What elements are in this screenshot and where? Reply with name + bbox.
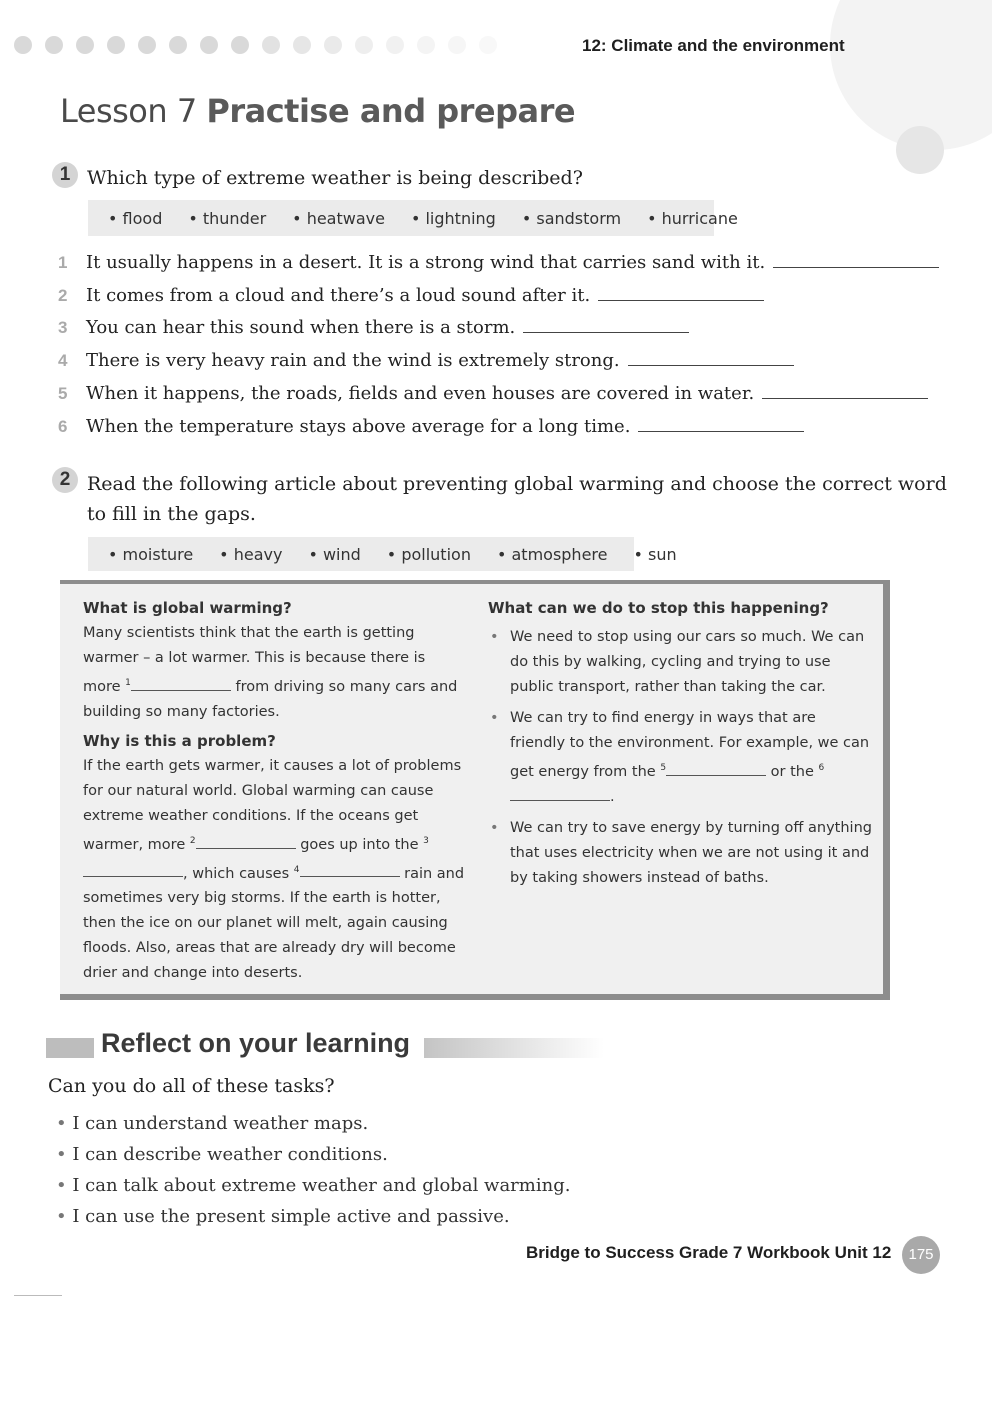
item-number: 1 xyxy=(58,253,68,272)
dot xyxy=(14,36,32,54)
task-item: • I can understand weather maps. xyxy=(56,1110,570,1141)
task-item: • I can talk about extreme weather and global warming. xyxy=(56,1172,570,1203)
decorative-circle xyxy=(896,126,944,174)
reflect-question: Can you do all of these tasks? xyxy=(48,1075,335,1097)
task-item: • I can describe weather conditions. xyxy=(56,1141,570,1172)
question-number: 1 xyxy=(52,162,78,188)
gap-blank[interactable] xyxy=(510,800,610,801)
answer-blank[interactable] xyxy=(638,431,804,432)
unit-title: 12: Climate and the environment xyxy=(582,36,845,55)
heading-bar-left xyxy=(46,1038,94,1058)
word-option: • moisture xyxy=(108,545,193,564)
section-heading: What can we do to stop this happening? xyxy=(488,599,829,617)
dot xyxy=(448,36,466,54)
book-title: Bridge to Success Grade 7 Workbook Unit 12 xyxy=(526,1243,892,1262)
item-text: You can hear this sound when there is a storm. xyxy=(86,317,516,338)
word-option: • pollution xyxy=(387,545,471,564)
lesson-label: Lesson 7 xyxy=(60,92,197,130)
word-option: • heavy xyxy=(219,545,282,564)
word-option: • flood xyxy=(108,209,162,228)
header-dots xyxy=(14,36,497,54)
bullet-item: • We can try to find energy in ways that are friendly to the environment. For example, we can get energy from the $^5$ or the $^6$. xyxy=(488,706,873,810)
word-box xyxy=(88,200,738,236)
dot xyxy=(386,36,404,54)
item-number: 5 xyxy=(58,384,68,403)
dot xyxy=(293,36,311,54)
list-item xyxy=(58,252,939,273)
bullet-item: • We can try to save energy by turning off anything that uses electricity when we are not using it and by taking showers instead of baths. xyxy=(488,816,873,891)
dot xyxy=(138,36,156,54)
word-option: • atmosphere xyxy=(497,545,608,564)
dot xyxy=(324,36,342,54)
question-prompt: Read the following article about preventing global warming and choose the correct word xyxy=(87,473,947,495)
question-prompt: Which type of extreme weather is being described? xyxy=(87,167,583,189)
item-number: 3 xyxy=(58,318,68,337)
item-text: There is very heavy rain and the wind is extremely strong. xyxy=(86,350,620,371)
reflect-heading: Reflect on your learning xyxy=(101,1028,411,1058)
word-option: • heatwave xyxy=(292,209,385,228)
heading-bar-right xyxy=(424,1038,604,1058)
paragraph: If the earth gets warmer, it causes a lot of problems for our natural world. Global warming can cause extreme weather conditions. If the oceans get warmer, more $^2$ goes up into the $^3$, which causes $^4$ rain and sometimes very big storms. If the earth is hotter, then the ice on our planet will melt, again causing floods. Also, areas that are already dry will become drier and change into deserts. xyxy=(83,757,465,982)
gap-blank[interactable] xyxy=(196,848,296,849)
word-option: • hurricane xyxy=(647,209,738,228)
article-left-column xyxy=(83,596,465,990)
word-option: • wind xyxy=(308,545,360,564)
page-title xyxy=(60,92,575,130)
list-item xyxy=(58,317,689,338)
lesson-name: Practise and prepare xyxy=(206,92,576,130)
item-number: 2 xyxy=(58,286,68,305)
section-heading: What is global warming? xyxy=(83,599,292,617)
word-option: • lightning xyxy=(411,209,496,228)
task-list xyxy=(56,1110,570,1234)
list-item xyxy=(58,285,764,306)
question-prompt-cont: to fill in the gaps. xyxy=(87,503,256,525)
dot xyxy=(45,36,63,54)
word-option: • sandstorm xyxy=(522,209,621,228)
word-option: • thunder xyxy=(188,209,266,228)
gap-blank[interactable] xyxy=(300,876,400,877)
word-box xyxy=(88,537,677,571)
item-text: It comes from a cloud and there’s a loud sound after it. xyxy=(86,285,591,306)
word-option: • sun xyxy=(633,545,676,564)
section-heading: Why is this a problem? xyxy=(83,731,276,750)
list-item xyxy=(58,383,928,404)
answer-blank[interactable] xyxy=(773,267,939,268)
article-right-column xyxy=(488,596,873,897)
dot xyxy=(169,36,187,54)
answer-blank[interactable] xyxy=(598,300,764,301)
dot xyxy=(479,36,497,54)
dot xyxy=(262,36,280,54)
gap-blank[interactable] xyxy=(666,775,766,776)
list-item xyxy=(58,350,794,371)
dot xyxy=(107,36,125,54)
article-box xyxy=(60,580,890,1000)
paragraph: Many scientists think that the earth is getting warmer – a lot warmer. This is because there is more $^1$ from driving so many cars and building so many factories. xyxy=(83,625,458,720)
gap-blank[interactable] xyxy=(83,876,183,877)
dot xyxy=(355,36,373,54)
bullet-list xyxy=(488,625,873,891)
item-text: When the temperature stays above average for a long time. xyxy=(86,416,631,437)
question-number: 2 xyxy=(52,467,78,493)
item-number: 6 xyxy=(58,417,68,436)
dot xyxy=(231,36,249,54)
answer-blank[interactable] xyxy=(762,398,928,399)
task-item: • I can use the present simple active and passive. xyxy=(56,1203,570,1234)
dot xyxy=(200,36,218,54)
page-number: 175 xyxy=(902,1236,940,1274)
footer-rule xyxy=(14,1295,62,1296)
item-number: 4 xyxy=(58,351,68,370)
list-item xyxy=(58,416,804,437)
answer-blank[interactable] xyxy=(628,365,794,366)
bullet-item: • We need to stop using our cars so much. We can do this by walking, cycling and trying to use public transport, rather than taking the car. xyxy=(488,625,873,700)
answer-blank[interactable] xyxy=(523,332,689,333)
item-text: It usually happens in a desert. It is a strong wind that carries sand with it. xyxy=(86,252,766,273)
item-text: When it happens, the roads, fields and even houses are covered in water. xyxy=(86,383,755,404)
dot xyxy=(417,36,435,54)
dot xyxy=(76,36,94,54)
gap-blank[interactable] xyxy=(131,690,231,691)
